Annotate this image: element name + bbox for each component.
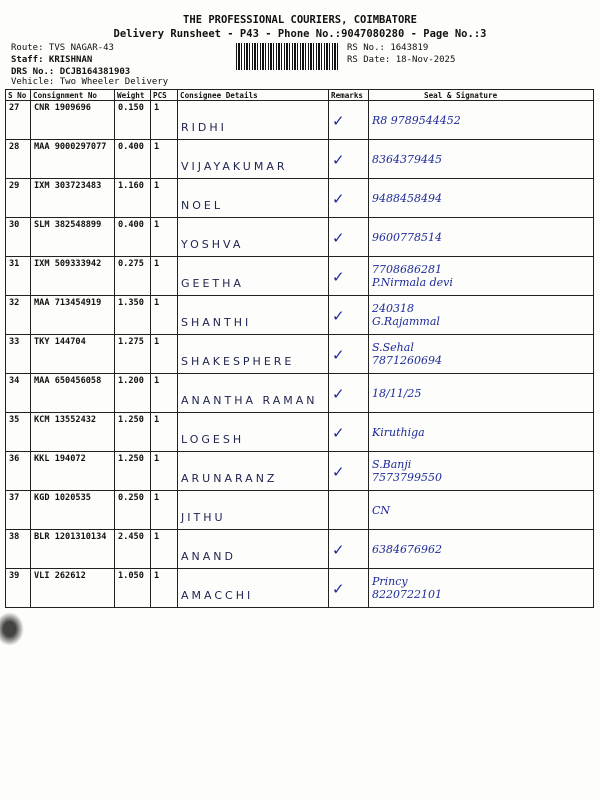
- row-sno-cell: [6, 413, 31, 452]
- row-consignment-cell: [31, 218, 115, 257]
- row-consignee: ANAND: [181, 549, 236, 563]
- row-sno-cell: [6, 335, 31, 374]
- row-sno: 27: [9, 103, 20, 113]
- row-pcs-cell: [151, 257, 178, 296]
- row-consignee: AMACCHI: [181, 588, 254, 602]
- row-pcs-cell: [151, 413, 178, 452]
- row-pcs: 1: [154, 571, 160, 581]
- row-sno-cell: [6, 218, 31, 257]
- row-signature: 6384676962: [372, 542, 442, 556]
- row-consignment: MAA 650456058: [34, 376, 102, 386]
- row-pcs-cell: [151, 218, 178, 257]
- row-pcs-cell: [151, 335, 178, 374]
- row-sno: 37: [9, 493, 20, 503]
- row-pcs: 1: [154, 220, 160, 230]
- row-pcs: 1: [154, 454, 160, 464]
- row-remark: ✓: [332, 190, 345, 208]
- row-pcs: 1: [154, 415, 160, 425]
- row-pcs-cell: [151, 374, 178, 413]
- staff-label: Staff: KRISHNAN: [11, 55, 93, 65]
- row-signature-cell: [369, 413, 594, 452]
- row-sno: 31: [9, 259, 20, 269]
- row-consignee: JITHU: [181, 510, 226, 524]
- table-row: [6, 452, 594, 491]
- table-row: [6, 257, 594, 296]
- row-consignee: ARUNARANZ: [181, 471, 278, 485]
- row-pcs: 1: [154, 103, 160, 113]
- row-consignee: ANANTHA RAMAN: [181, 393, 318, 407]
- row-weight: 0.400: [118, 142, 144, 152]
- row-sno-cell: [6, 569, 31, 608]
- row-consignment-cell: [31, 452, 115, 491]
- row-consignment-cell: [31, 413, 115, 452]
- col-header-remarks: Remarks: [329, 90, 369, 101]
- row-pcs-cell: [151, 179, 178, 218]
- row-remark: ✓: [332, 424, 345, 442]
- row-consignee: RIDHI: [181, 120, 227, 134]
- row-consignment-cell: [31, 491, 115, 530]
- row-consignment: SLM 382548899: [34, 220, 102, 230]
- row-sno: 32: [9, 298, 20, 308]
- row-pcs: 1: [154, 337, 160, 347]
- row-consignee-cell: [178, 530, 329, 569]
- row-weight: 0.250: [118, 493, 144, 503]
- row-remark-cell: [329, 296, 369, 335]
- row-signature: 240318 G.Rajammal: [372, 302, 440, 328]
- table-row: [6, 413, 594, 452]
- row-sno-cell: [6, 296, 31, 335]
- row-pcs: 1: [154, 142, 160, 152]
- row-weight: 0.150: [118, 103, 144, 113]
- row-weight-cell: [115, 296, 151, 335]
- row-weight: 1.350: [118, 298, 144, 308]
- row-remark: ✓: [332, 385, 345, 403]
- row-sno-cell: [6, 491, 31, 530]
- row-pcs-cell: [151, 452, 178, 491]
- row-consignment-cell: [31, 569, 115, 608]
- row-remark: ✓: [332, 307, 345, 325]
- row-consignment: BLR 1201310134: [34, 532, 107, 542]
- row-sno: 34: [9, 376, 20, 386]
- row-sno: 29: [9, 181, 20, 191]
- row-weight: 1.160: [118, 181, 144, 191]
- row-remark-cell: [329, 491, 369, 530]
- row-weight: 1.250: [118, 454, 144, 464]
- row-weight-cell: [115, 257, 151, 296]
- row-weight: 0.275: [118, 259, 144, 269]
- row-remark: ✓: [332, 580, 345, 598]
- row-pcs: 1: [154, 493, 160, 503]
- row-weight: 0.400: [118, 220, 144, 230]
- row-remark-cell: [329, 374, 369, 413]
- row-signature: 8364379445: [372, 152, 442, 166]
- row-weight: 1.275: [118, 337, 144, 347]
- row-weight-cell: [115, 491, 151, 530]
- row-sno-cell: [6, 140, 31, 179]
- row-remark: ✓: [332, 268, 345, 286]
- table-row: [6, 569, 594, 608]
- row-remark: ✓: [332, 463, 345, 481]
- row-pcs-cell: [151, 101, 178, 140]
- row-consignment-cell: [31, 296, 115, 335]
- row-remark-cell: [329, 218, 369, 257]
- row-consignee: SHANTHI: [181, 315, 252, 329]
- row-remark-cell: [329, 335, 369, 374]
- runsheet-table: [5, 89, 594, 608]
- row-consignee-cell: [178, 257, 329, 296]
- row-sno: 36: [9, 454, 20, 464]
- row-signature: 7708686281 P.Nirmala devi: [372, 263, 453, 289]
- row-weight-cell: [115, 530, 151, 569]
- vehicle-label: Vehicle: Two Wheeler Delivery: [11, 77, 169, 87]
- row-weight-cell: [115, 335, 151, 374]
- row-signature: 9600778514: [372, 230, 442, 244]
- row-consignment: MAA 9000297077: [34, 142, 107, 152]
- row-consignee-cell: [178, 335, 329, 374]
- row-consignment-cell: [31, 374, 115, 413]
- row-signature-cell: [369, 335, 594, 374]
- row-remark: ✓: [332, 229, 345, 247]
- row-consignment: TKY 144704: [34, 337, 86, 347]
- row-weight-cell: [115, 452, 151, 491]
- row-consignment: KCM 13552432: [34, 415, 97, 425]
- row-sno: 30: [9, 220, 20, 230]
- row-consignee: VIJAYAKUMAR: [181, 159, 288, 173]
- row-signature: Princy 8220722101: [372, 575, 442, 601]
- row-consignment: CNR 1909696: [34, 103, 91, 113]
- row-signature-cell: [369, 179, 594, 218]
- row-consignment: IXM 509333942: [34, 259, 102, 269]
- row-consignee-cell: [178, 569, 329, 608]
- row-consignee-cell: [178, 101, 329, 140]
- row-signature: Kiruthiga: [372, 425, 425, 439]
- row-signature-cell: [369, 296, 594, 335]
- row-signature: CN: [372, 503, 391, 517]
- table-row: [6, 335, 594, 374]
- row-signature-cell: [369, 101, 594, 140]
- row-weight-cell: [115, 140, 151, 179]
- row-consignee-cell: [178, 296, 329, 335]
- row-sno: 28: [9, 142, 20, 152]
- row-weight-cell: [115, 179, 151, 218]
- row-consignee-cell: [178, 413, 329, 452]
- row-consignee: SHAKESPHERE: [181, 354, 295, 368]
- row-consignment-cell: [31, 530, 115, 569]
- row-weight-cell: [115, 413, 151, 452]
- row-remark-cell: [329, 452, 369, 491]
- rs-date: RS Date: 18-Nov-2025: [347, 55, 456, 65]
- row-sno-cell: [6, 452, 31, 491]
- row-sno-cell: [6, 530, 31, 569]
- table-row: [6, 218, 594, 257]
- document-subtitle: Delivery Runsheet - P43 - Phone No.:9047080280 - Page No.:3: [113, 28, 487, 40]
- row-sno: 39: [9, 571, 20, 581]
- row-consignment-cell: [31, 335, 115, 374]
- col-header-consignment: Consignment No: [31, 90, 115, 101]
- col-header-weight: Weight: [115, 90, 151, 101]
- row-consignment: VLI 262612: [34, 571, 86, 581]
- rs-number: RS No.: 1643819: [347, 43, 429, 53]
- row-remark-cell: [329, 569, 369, 608]
- row-weight: 1.250: [118, 415, 144, 425]
- row-consignee-cell: [178, 218, 329, 257]
- col-header-pcs: PCS: [151, 90, 178, 101]
- row-weight-cell: [115, 374, 151, 413]
- row-consignment-cell: [31, 101, 115, 140]
- row-pcs-cell: [151, 140, 178, 179]
- row-weight-cell: [115, 569, 151, 608]
- row-weight: 1.050: [118, 571, 144, 581]
- row-sno-cell: [6, 179, 31, 218]
- row-remark: ✓: [332, 541, 345, 559]
- table-row: [6, 374, 594, 413]
- row-remark-cell: [329, 530, 369, 569]
- row-signature-cell: [369, 257, 594, 296]
- table-row: [6, 140, 594, 179]
- row-sno-cell: [6, 374, 31, 413]
- row-remark-cell: [329, 140, 369, 179]
- row-consignment: MAA 713454919: [34, 298, 102, 308]
- route-label: Route: TVS NAGAR-43: [11, 43, 114, 53]
- row-remark: ✓: [332, 112, 345, 130]
- row-signature-cell: [369, 452, 594, 491]
- row-consignee-cell: [178, 374, 329, 413]
- ink-smudge: [0, 612, 24, 646]
- row-sno: 35: [9, 415, 20, 425]
- row-consignment: KGD 1020535: [34, 493, 91, 503]
- row-weight: 2.450: [118, 532, 144, 542]
- row-remark: ✓: [332, 151, 345, 169]
- col-header-sno: S No: [6, 90, 31, 101]
- row-signature-cell: [369, 491, 594, 530]
- row-consignee-cell: [178, 179, 329, 218]
- row-pcs: 1: [154, 532, 160, 542]
- row-signature: S.Banji 7573799550: [372, 458, 442, 484]
- row-remark-cell: [329, 101, 369, 140]
- row-consignment-cell: [31, 257, 115, 296]
- row-consignee: NOEL: [181, 198, 223, 212]
- row-signature: R8 9789544452: [372, 113, 461, 127]
- row-pcs: 1: [154, 298, 160, 308]
- row-sno: 38: [9, 532, 20, 542]
- row-consignee-cell: [178, 491, 329, 530]
- col-header-signature: Seal & Signature: [369, 90, 594, 101]
- row-consignee: YOSHVA: [181, 237, 244, 251]
- row-remark: ✓: [332, 346, 345, 364]
- row-consignee-cell: [178, 452, 329, 491]
- row-consignee: GEETHA: [181, 276, 244, 290]
- table-row: [6, 491, 594, 530]
- row-signature-cell: [369, 530, 594, 569]
- row-signature: S.Sehal 7871260694: [372, 341, 442, 367]
- row-sno: 33: [9, 337, 20, 347]
- row-weight-cell: [115, 101, 151, 140]
- row-signature-cell: [369, 374, 594, 413]
- row-signature: 18/11/25: [372, 386, 422, 400]
- row-pcs-cell: [151, 296, 178, 335]
- row-remark-cell: [329, 257, 369, 296]
- row-pcs-cell: [151, 569, 178, 608]
- document-title: THE PROFESSIONAL COURIERS, COIMBATORE: [183, 14, 417, 26]
- row-sno-cell: [6, 101, 31, 140]
- drs-label: DRS No.: DCJB164381903: [11, 67, 131, 77]
- row-consignment-cell: [31, 179, 115, 218]
- row-consignee: LOGESH: [181, 432, 245, 446]
- row-signature-cell: [369, 140, 594, 179]
- row-signature-cell: [369, 218, 594, 257]
- row-pcs-cell: [151, 491, 178, 530]
- row-remark-cell: [329, 413, 369, 452]
- row-remark-cell: [329, 179, 369, 218]
- table-row: [6, 296, 594, 335]
- row-signature: 9488458494: [372, 191, 442, 205]
- table-row: [6, 530, 594, 569]
- col-header-consignee: Consignee Details: [178, 90, 329, 101]
- table-header-row: [6, 90, 594, 101]
- row-consignment: KKL 194072: [34, 454, 86, 464]
- row-pcs: 1: [154, 259, 160, 269]
- row-signature-cell: [369, 569, 594, 608]
- row-pcs: 1: [154, 181, 160, 191]
- table-row: [6, 101, 594, 140]
- barcode: [236, 43, 340, 70]
- row-consignee-cell: [178, 140, 329, 179]
- row-consignment-cell: [31, 140, 115, 179]
- table-row: [6, 179, 594, 218]
- row-pcs: 1: [154, 376, 160, 386]
- row-pcs-cell: [151, 530, 178, 569]
- row-consignment: IXM 303723483: [34, 181, 102, 191]
- row-sno-cell: [6, 257, 31, 296]
- row-weight: 1.200: [118, 376, 144, 386]
- row-weight-cell: [115, 218, 151, 257]
